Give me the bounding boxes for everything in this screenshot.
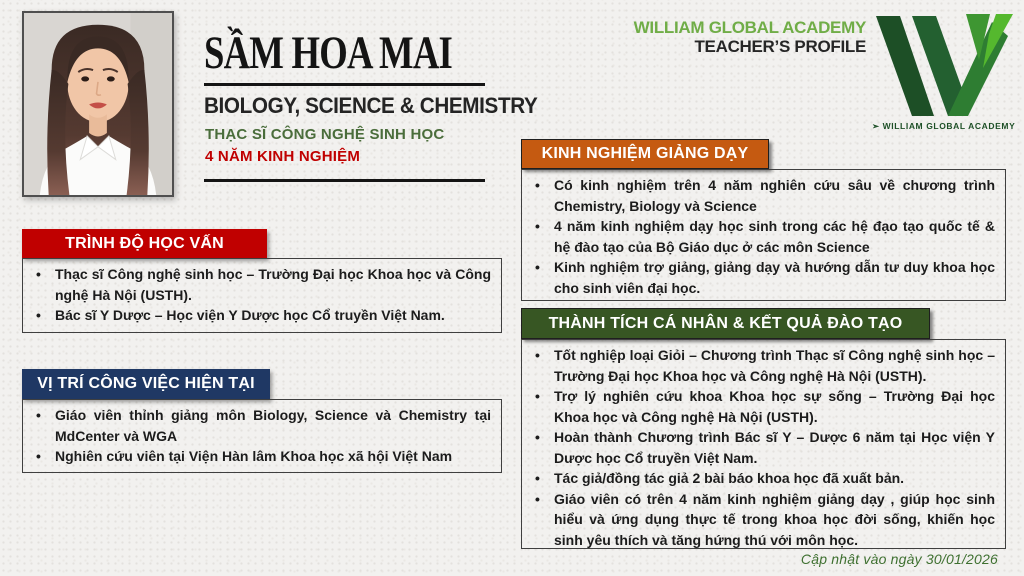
list-item: • Kinh nghiệm trợ giảng, giảng dạy và hướng dẫn tư duy khoa học cho sinh viên đại học. (530, 257, 995, 298)
section-header-current-position (22, 369, 270, 399)
section-body-education (22, 258, 502, 333)
experience-line: 4 NĂM KINH NGHIỆM (205, 148, 361, 165)
section-header-achievements (521, 308, 930, 339)
wga-logo (872, 12, 1014, 132)
list-item: • Giáo viên thỉnh giảng môn Biology, Science và Chemistry tại MdCenter và WGA (31, 405, 491, 446)
list-item: • Trợ lý nghiên cứu khoa Khoa học sự sống – Trường Đại học Khoa học và Công nghệ Hà Nội (USTH). (530, 386, 995, 427)
section-title: THÀNH TÍCH CÁ NHÂN & KẾT QUẢ ĐÀO TẠO (548, 314, 903, 332)
section-title: KINH NGHIỆM GIẢNG DẠY (541, 145, 749, 162)
wga-logo-icon (872, 12, 1014, 118)
headline-rule-top (204, 83, 485, 86)
section-title: TRÌNH ĐỘ HỌC VẤN (65, 234, 224, 252)
portrait-illustration (24, 13, 172, 195)
list-item: • Tác giả/đồng tác giả 2 bài báo khoa học đã xuất bản. (530, 468, 995, 489)
subjects-line: BIOLOGY, SCIENCE & CHEMISTRY (204, 93, 538, 118)
teacher-name: SẦM HOA MAI (204, 27, 453, 79)
achievements-list (530, 345, 995, 550)
section-title: VỊ TRÍ CÔNG VIỆC HIỆN TẠI (37, 375, 255, 392)
list-item: • Giáo viên có trên 4 năm kinh nghiệm giảng dạy , giúp học sinh hiểu và ứng dụng thực tế trong khoa học đời sống, khiến học sinh yêu thích và tăng hứng thú với môn học. (530, 489, 995, 551)
list-item: • Thạc sĩ Công nghệ sinh học – Trường Đại học Khoa học và Công nghệ Hà Nội (USTH). (31, 264, 491, 305)
current-position-list (31, 405, 491, 467)
list-item: • Bác sĩ Y Dược – Học viện Y Dược học Cổ truyền Việt Nam. (31, 305, 491, 326)
logo-caption: ➢ WILLIAM GLOBAL ACADEMY (872, 121, 1016, 131)
last-updated-note: Cập nhật vào ngày 30/01/2026 (800, 551, 998, 567)
list-item: • 4 năm kinh nghiệm dạy học sinh trong các hệ đạo tạo quốc tế & hệ đào tạo của Bộ Giáo dục ở các môn Science (530, 216, 995, 257)
list-item: • Nghiên cứu viên tại Viện Hàn lâm Khoa học xã hội Việt Nam (31, 446, 491, 467)
degree-line: THẠC SĨ CÔNG NGHỆ SINH HỌC (205, 126, 445, 143)
list-item: • Hoàn thành Chương trình Bác sĩ Y – Dược 6 năm tại Học viện Y Dược học Cổ truyền Việt Nam. (530, 427, 995, 468)
section-body-teaching-experience (521, 169, 1006, 301)
academy-name: WILLIAM GLOBAL ACADEMY (633, 18, 866, 37)
list-item: • Có kinh nghiệm trên 4 năm nghiên cứu sâu về chương trình Chemistry, Biology và Science (530, 175, 995, 216)
teacher-photo (22, 11, 174, 197)
section-body-achievements (521, 339, 1006, 549)
section-header-education (22, 229, 267, 258)
headline-rule-bottom (204, 179, 485, 182)
section-header-teaching-experience (521, 139, 769, 169)
document-type: TEACHER’S PROFILE (694, 36, 866, 56)
brand-text (560, 19, 866, 56)
section-body-current-position (22, 399, 502, 473)
list-item: • Tốt nghiệp loại Giỏi – Chương trình Thạc sĩ Công nghệ sinh học – Trường Đại học Khoa học và Công nghệ Hà Nội (USTH). (530, 345, 995, 386)
teaching-experience-list (530, 175, 995, 298)
education-list (31, 264, 491, 326)
